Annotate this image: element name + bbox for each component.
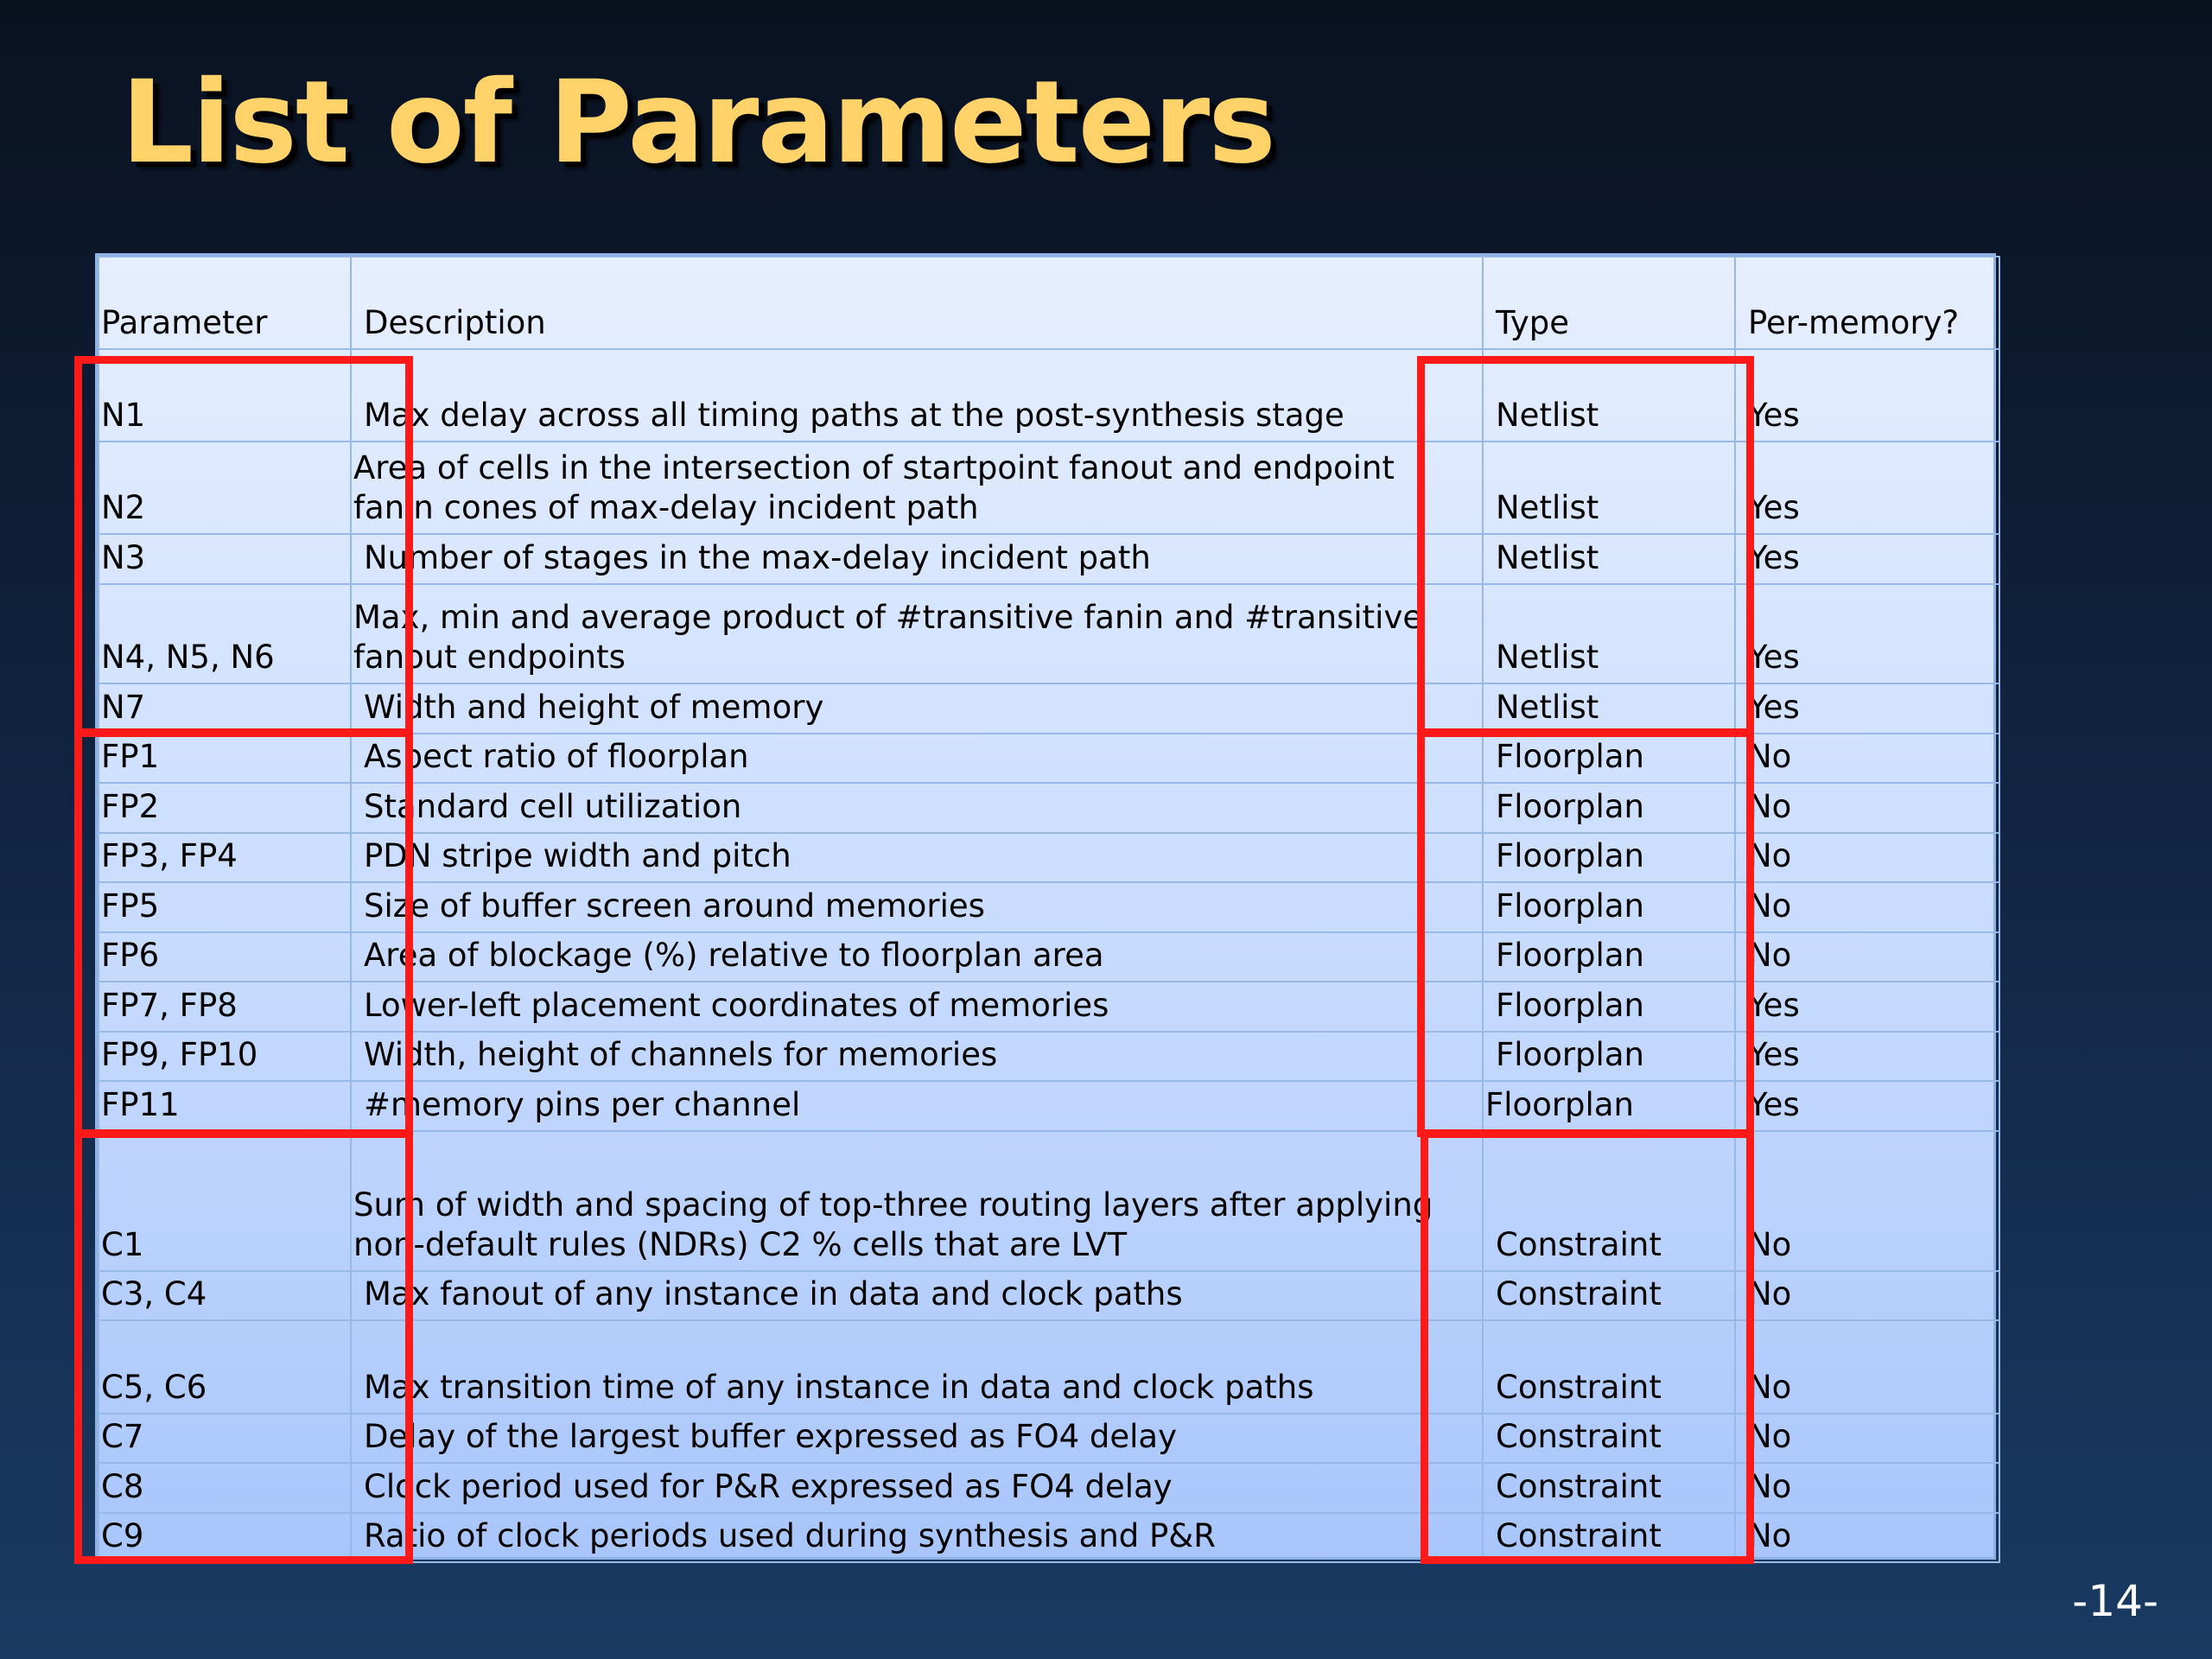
- param-cell: N4, N5, N6: [99, 584, 351, 683]
- per-memory-cell: No: [1735, 833, 1999, 882]
- table-row: [99, 349, 1999, 442]
- per-memory-cell: No: [1735, 734, 1999, 783]
- per-memory-cell: Yes: [1735, 584, 1999, 683]
- table-row: [99, 442, 1999, 534]
- per-memory-cell: No: [1735, 1414, 1999, 1463]
- description-cell: Lower-left placement coordinates of memories: [351, 982, 1483, 1032]
- type-cell: Floorplan: [1483, 982, 1735, 1032]
- type-cell: Netlist: [1483, 349, 1735, 442]
- table-row: [99, 1131, 1999, 1271]
- param-cell: FP2: [99, 783, 351, 833]
- param-cell: FP9, FP10: [99, 1032, 351, 1081]
- type-cell: Netlist: [1483, 442, 1735, 534]
- description-cell: Aspect ratio of floorplan: [351, 734, 1483, 783]
- table-row: [99, 1032, 1999, 1081]
- header-parameter: Parameter: [99, 257, 351, 349]
- param-cell: N3: [99, 534, 351, 584]
- per-memory-cell: No: [1735, 1131, 1999, 1271]
- type-cell: Constraint: [1483, 1320, 1735, 1414]
- per-memory-cell: Yes: [1735, 1032, 1999, 1081]
- description-cell: Number of stages in the max-delay incident path: [351, 534, 1483, 584]
- type-cell: Floorplan: [1483, 734, 1735, 783]
- table-row: [99, 1320, 1999, 1414]
- type-cell: Constraint: [1483, 1414, 1735, 1463]
- per-memory-cell: No: [1735, 1320, 1999, 1414]
- table-row: [99, 1081, 1999, 1131]
- type-cell: Constraint: [1483, 1271, 1735, 1320]
- table-row: [99, 982, 1999, 1032]
- per-memory-cell: No: [1735, 1271, 1999, 1320]
- description-cell: Max delay across all timing paths at the post-synthesis stage: [351, 349, 1483, 442]
- table-row: [99, 833, 1999, 882]
- per-memory-cell: Yes: [1735, 349, 1999, 442]
- description-cell: Standard cell utilization: [351, 783, 1483, 833]
- table-row: [99, 1414, 1999, 1463]
- type-cell: Floorplan: [1483, 882, 1735, 932]
- per-memory-cell: Yes: [1735, 982, 1999, 1032]
- header-description: Description: [351, 257, 1483, 349]
- param-cell: FP3, FP4: [99, 833, 351, 882]
- description-cell: Ratio of clock periods used during synthesis and P&R: [351, 1513, 1483, 1562]
- description-cell: Clock period used for P&R expressed as FO4 delay: [351, 1463, 1483, 1513]
- per-memory-cell: Yes: [1735, 534, 1999, 584]
- param-cell: N1: [99, 349, 351, 442]
- param-cell: N7: [99, 683, 351, 734]
- param-cell: N2: [99, 442, 351, 534]
- param-cell: FP5: [99, 882, 351, 932]
- table-header-row: [99, 257, 1999, 349]
- type-cell: Floorplan: [1483, 833, 1735, 882]
- description-cell: PDN stripe width and pitch: [351, 833, 1483, 882]
- param-cell: FP11: [99, 1081, 351, 1131]
- page-number: -14-: [2072, 1576, 2158, 1626]
- description-cell: Max fanout of any instance in data and clock paths: [351, 1271, 1483, 1320]
- type-cell: Floorplan: [1483, 783, 1735, 833]
- description-cell: Area of cells in the intersection of startpoint fanout and endpoint fanin cones of max-delay incident path: [351, 442, 1483, 534]
- per-memory-cell: Yes: [1735, 1081, 1999, 1131]
- description-cell: Size of buffer screen around memories: [351, 882, 1483, 932]
- description-cell: Max, min and average product of #transitive fanin and #transitive fanout endpoints: [351, 584, 1483, 683]
- type-cell: Constraint: [1483, 1463, 1735, 1513]
- param-cell: FP1: [99, 734, 351, 783]
- table-row: [99, 734, 1999, 783]
- header-per-memory: Per-memory?: [1735, 257, 1999, 349]
- description-cell: Area of blockage (%) relative to floorplan area: [351, 932, 1483, 982]
- description-cell: Max transition time of any instance in data and clock paths: [351, 1320, 1483, 1414]
- parameters-table: [95, 253, 1996, 1560]
- type-cell: Floorplan: [1483, 932, 1735, 982]
- param-cell: C5, C6: [99, 1320, 351, 1414]
- table-row: [99, 534, 1999, 584]
- description-cell: Width and height of memory: [351, 683, 1483, 734]
- table-row: [99, 783, 1999, 833]
- type-cell: Constraint: [1483, 1513, 1735, 1562]
- param-cell: C1: [99, 1131, 351, 1271]
- per-memory-cell: No: [1735, 932, 1999, 982]
- per-memory-cell: Yes: [1735, 683, 1999, 734]
- table-row: [99, 1463, 1999, 1513]
- header-type: Type: [1483, 257, 1735, 349]
- per-memory-cell: No: [1735, 1463, 1999, 1513]
- type-cell: Netlist: [1483, 534, 1735, 584]
- param-cell: FP7, FP8: [99, 982, 351, 1032]
- table-row: [99, 683, 1999, 734]
- per-memory-cell: No: [1735, 1513, 1999, 1562]
- type-cell: Floorplan: [1483, 1081, 1735, 1131]
- per-memory-cell: Yes: [1735, 442, 1999, 534]
- param-cell: C3, C4: [99, 1271, 351, 1320]
- description-cell: Sum of width and spacing of top-three routing layers after applying non-default rules (NDRs) C2 % cells that are LVT: [351, 1131, 1483, 1271]
- table-row: [99, 584, 1999, 683]
- parameters-grid: [98, 256, 2000, 1563]
- description-cell: #memory pins per channel: [351, 1081, 1483, 1131]
- type-cell: Floorplan: [1483, 1032, 1735, 1081]
- description-cell: Width, height of channels for memories: [351, 1032, 1483, 1081]
- per-memory-cell: No: [1735, 783, 1999, 833]
- param-cell: FP6: [99, 932, 351, 982]
- table-row: [99, 1513, 1999, 1562]
- param-cell: C8: [99, 1463, 351, 1513]
- table-row: [99, 932, 1999, 982]
- table-row: [99, 1271, 1999, 1320]
- type-cell: Constraint: [1483, 1131, 1735, 1271]
- type-cell: Netlist: [1483, 584, 1735, 683]
- param-cell: C9: [99, 1513, 351, 1562]
- description-cell: Delay of the largest buffer expressed as FO4 delay: [351, 1414, 1483, 1463]
- type-cell: Netlist: [1483, 683, 1735, 734]
- param-cell: C7: [99, 1414, 351, 1463]
- slide-title: List of Parameters: [121, 56, 1274, 189]
- per-memory-cell: No: [1735, 882, 1999, 932]
- table-row: [99, 882, 1999, 932]
